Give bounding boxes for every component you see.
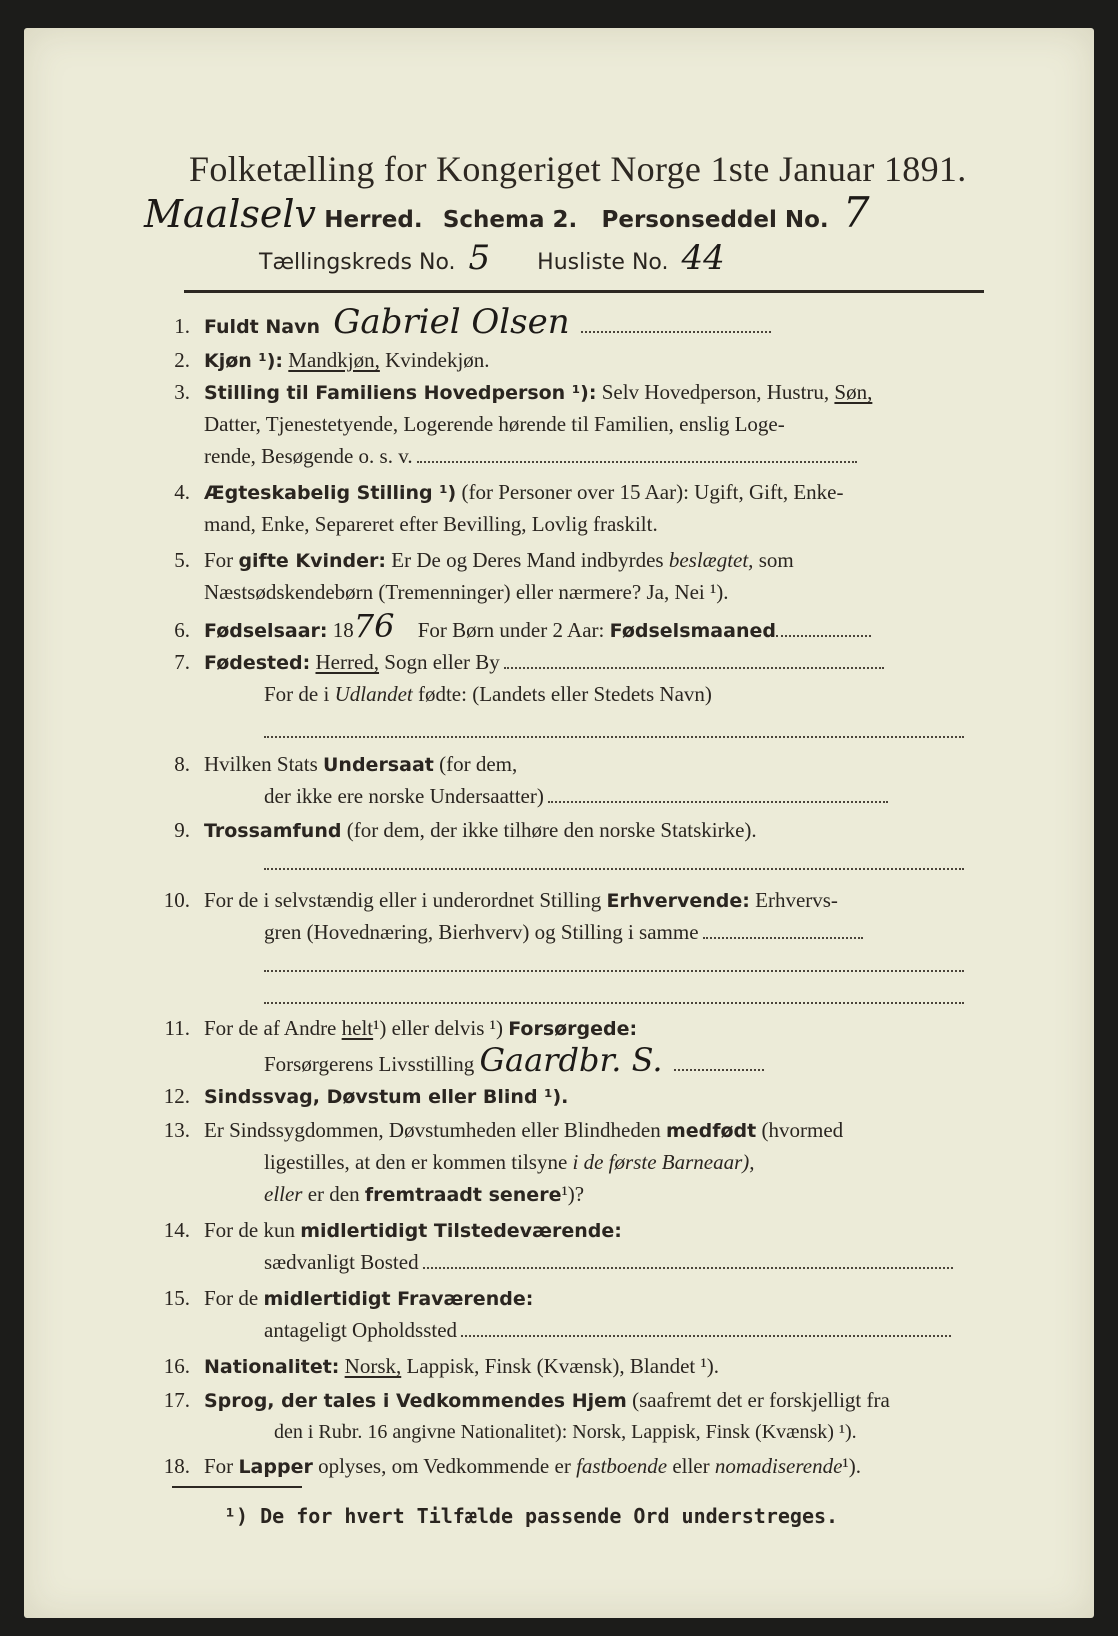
birth-year-value[interactable]: 76 <box>353 607 395 645</box>
son-option[interactable]: Søn, <box>834 380 873 404</box>
footnote: ¹) De for hvert Tilfælde passende Ord understreges. <box>224 1504 839 1528</box>
form-title: Folketælling for Kongeriget Norge 1ste Januar 1891. <box>189 149 967 189</box>
kreds-label: Tællingskreds No. <box>259 250 456 275</box>
herred-option[interactable]: Herred, <box>315 650 380 674</box>
item-5-line2: Næstsødskendebørn (Tremenninger) eller nærmere? Ja, Nei ¹). <box>204 580 729 604</box>
item-7-line2: For de i Udlandet fødte: (Landets eller Stedets Navn) <box>264 682 712 706</box>
item-14-line2: sædvanligt Bosted <box>264 1248 953 1276</box>
item-14: 14. For de kun midlertidigt Tilstedeværende: <box>163 1218 622 1242</box>
item-9: 9. Trossamfund (for dem, der ikke tilhøre den norske Statskirke). <box>174 818 757 842</box>
kvindekjon-option[interactable]: Kvindekjøn. <box>385 348 490 372</box>
herred-line <box>144 188 870 237</box>
item-18: 18. For Lapper oplyses, om Vedkommende er fastboende eller nomadiserende¹). <box>163 1454 861 1478</box>
item-7: 7. Fødested: Herred, Sogn eller By <box>154 648 884 677</box>
item-13: 13. Er Sindssygdommen, Døvstumheden eller Blindheden medfødt (hvormed <box>163 1118 844 1142</box>
kreds-value[interactable]: 5 <box>468 238 491 278</box>
fuldt-navn-label: Fuldt Navn <box>204 316 321 338</box>
item-16: 16. Nationalitet: Norsk, Lappisk, Finsk (Kvænsk), Blandet ¹). <box>163 1354 720 1378</box>
helt-option[interactable]: helt <box>341 1016 374 1040</box>
item-3-line3: rende, Besøgende o. s. v. <box>204 442 857 470</box>
item-17-line2: den i Rubr. 16 angivne Nationalitet): Norsk, Lappisk, Finsk (Kvænsk) ¹). <box>274 1421 857 1443</box>
footnote-rule <box>172 1486 302 1488</box>
name-value[interactable]: Gabriel Olsen <box>333 302 570 342</box>
item-5: 5. For gifte Kvinder: Er De og Deres Mand indbyrdes beslægtet, som <box>174 548 794 572</box>
item-9-blank-line <box>264 850 964 875</box>
item-3: 3. Stilling til Familiens Hovedperson ¹): Selv Hovedperson, Hustru, Søn, <box>174 380 873 404</box>
husliste-label: Husliste No. <box>537 250 669 275</box>
item-13-line3: eller er den fremtraadt senere¹)? <box>264 1182 585 1206</box>
item-10-blank-line-1 <box>264 952 964 977</box>
kreds-line <box>259 238 725 278</box>
header-rule <box>184 290 984 293</box>
item-12: 12. Sindssvag, Døvstum eller Blind ¹). <box>163 1084 569 1108</box>
item-2: 2. Kjøn ¹): Mandkjøn, Kvindekjøn. <box>174 348 490 372</box>
item-15: 15. For de midlertidigt Fraværende: <box>163 1286 534 1310</box>
item-17: 17. Sprog, der tales i Vedkommendes Hjem (saafremt det er forskjelligt fra <box>163 1388 890 1412</box>
item-10-line2: gren (Hovednæring, Bierhverv) og Stilling i samme <box>264 918 863 946</box>
norsk-option[interactable]: Norsk, <box>344 1354 402 1378</box>
item-6: 6. Fødselsaar: 1876 For Børn under 2 Aar: Fødselsmaaned <box>154 612 871 645</box>
personseddel-value[interactable]: 7 <box>842 188 870 237</box>
mandkjon-option[interactable]: Mandkjøn, <box>288 348 380 372</box>
census-form-page <box>24 28 1094 1618</box>
item-10: 10. For de i selvstændig eller i underordnet Stilling Erhvervende: Erhvervs- <box>163 888 838 912</box>
item-8: 8. Hvilken Stats Undersaat (for dem, <box>174 752 518 776</box>
item-4-line2: mand, Enke, Separeret efter Bevilling, Lovlig fraskilt. <box>204 512 658 536</box>
item-8-line2: der ikke ere norske Undersaatter) <box>264 782 888 810</box>
item-3-line2: Datter, Tjenestetyende, Logerende hørende til Familien, enslig Loge- <box>204 412 785 436</box>
item-15-line2: antageligt Opholdssted <box>264 1316 951 1344</box>
item-13-line2: ligestilles, at den er kommen tilsyne i de første Barneaar), <box>264 1150 755 1174</box>
forsorger-value[interactable]: Gaardbr. S. <box>479 1041 663 1079</box>
item-11: 11. For de af Andre helt¹) eller delvis ¹) Forsørgede: <box>164 1016 638 1040</box>
item-11-line2: Forsørgerens Livsstilling Gaardbr. S. <box>264 1046 764 1078</box>
herred-handwritten[interactable]: Maalselv <box>144 192 316 236</box>
item-1: 1. Fuldt Navn Gabriel Olsen <box>154 308 771 341</box>
item-10-blank-line-2 <box>264 984 964 1009</box>
personseddel-label: Personseddel No. <box>601 207 829 233</box>
item-4: 4. Ægteskabelig Stilling ¹) (for Personer over 15 Aar): Ugift, Gift, Enke- <box>174 480 844 504</box>
item-7-blank-line <box>264 718 964 743</box>
husliste-value[interactable]: 44 <box>681 238 725 278</box>
schema-label: Schema 2. <box>442 207 578 233</box>
herred-label: Herred. <box>324 207 423 233</box>
